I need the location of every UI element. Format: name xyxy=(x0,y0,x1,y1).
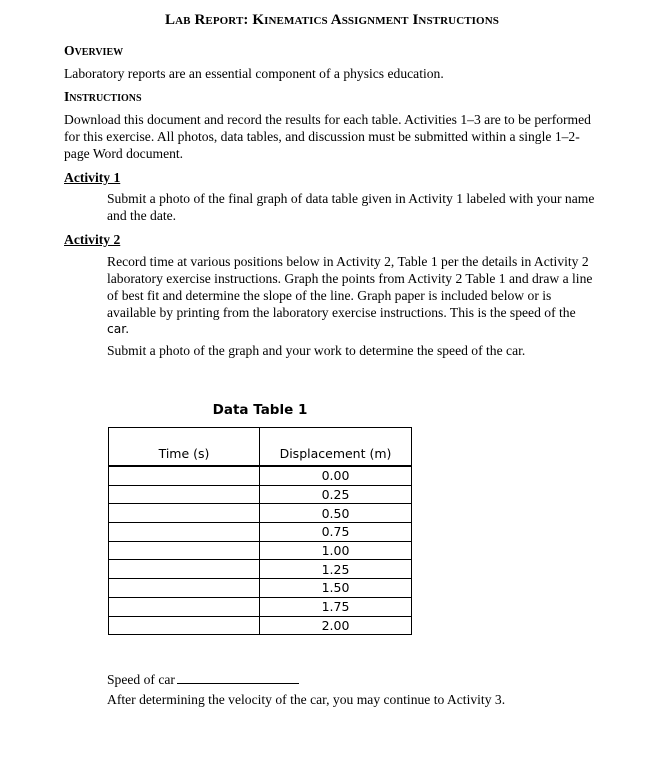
table-row xyxy=(109,504,412,523)
time-cell[interactable] xyxy=(109,579,260,598)
text-line: for this exercise. All photos, data tables, and discussion must be submitted within a single 1–2- xyxy=(64,129,580,144)
displacement-cell: 0.50 xyxy=(260,504,412,523)
time-cell[interactable] xyxy=(109,466,260,485)
displacement-cell: 0.25 xyxy=(260,485,412,504)
time-cell[interactable] xyxy=(109,523,260,542)
text-line: page Word document. xyxy=(64,146,184,161)
table-header-row xyxy=(109,428,412,467)
displacement-cell: 0.00 xyxy=(260,466,412,485)
text-line: and the date. xyxy=(107,208,177,223)
time-cell[interactable] xyxy=(109,560,260,579)
data-table-1 xyxy=(108,427,412,635)
text-line: of best fit and determine the slope of the line. Graph paper is included below or is xyxy=(107,288,552,303)
activity-1-text xyxy=(107,190,594,224)
time-cell[interactable] xyxy=(109,597,260,616)
table-row xyxy=(109,466,412,485)
table-row xyxy=(109,597,412,616)
displacement-cell: 1.25 xyxy=(260,560,412,579)
text-line: car. xyxy=(107,322,130,336)
closing-text: After determining the velocity of the car, you may continue to Activity 3. xyxy=(107,692,506,707)
displacement-cell: 2.00 xyxy=(260,616,412,635)
page-title: Lab Report: Kinematics Assignment Instructions xyxy=(165,12,499,28)
table-row xyxy=(109,560,412,579)
text-line: Record time at various positions below in Activity 2, Table 1 per the details in Activity 2 xyxy=(107,254,589,269)
activity-2-heading: Activity 2 xyxy=(64,232,121,247)
table-row xyxy=(109,579,412,598)
time-cell[interactable] xyxy=(109,485,260,504)
activity-2-text xyxy=(107,253,592,338)
speed-blank[interactable] xyxy=(177,671,299,684)
displacement-cell: 1.75 xyxy=(260,597,412,616)
text-line: available by printing from the laboratory exercise instructions. This is the speed of the xyxy=(107,305,576,320)
activity-2-submit: Submit a photo of the graph and your work to determine the speed of the car. xyxy=(107,343,526,358)
table-caption: Data Table 1 xyxy=(212,402,308,418)
overview-heading: Overview xyxy=(64,43,124,58)
time-cell[interactable] xyxy=(109,504,260,523)
table-row xyxy=(109,523,412,542)
speed-label: Speed of car xyxy=(107,672,175,687)
table-row xyxy=(109,616,412,635)
text-line: laboratory exercise instructions. Graph the points from Activity 2 Table 1 and draw a line xyxy=(107,271,593,286)
overview-text: Laboratory reports are an essential component of a physics education. xyxy=(64,66,444,81)
activity-1-heading: Activity 1 xyxy=(64,170,121,185)
speed-field[interactable] xyxy=(107,671,299,688)
instructions-text xyxy=(64,111,591,162)
header-displacement: Displacement (m) xyxy=(260,428,412,467)
table-row xyxy=(109,541,412,560)
table-row xyxy=(109,485,412,504)
header-time: Time (s) xyxy=(109,428,260,467)
displacement-cell: 1.50 xyxy=(260,579,412,598)
text-line: Download this document and record the results for each table. Activities 1–3 are to be performed xyxy=(64,112,591,127)
displacement-cell: 0.75 xyxy=(260,523,412,542)
text-line: Submit a photo of the final graph of data table given in Activity 1 labeled with your name xyxy=(107,191,595,206)
displacement-cell: 1.00 xyxy=(260,541,412,560)
time-cell[interactable] xyxy=(109,541,260,560)
time-cell[interactable] xyxy=(109,616,260,635)
instructions-heading: Instructions xyxy=(64,89,142,104)
